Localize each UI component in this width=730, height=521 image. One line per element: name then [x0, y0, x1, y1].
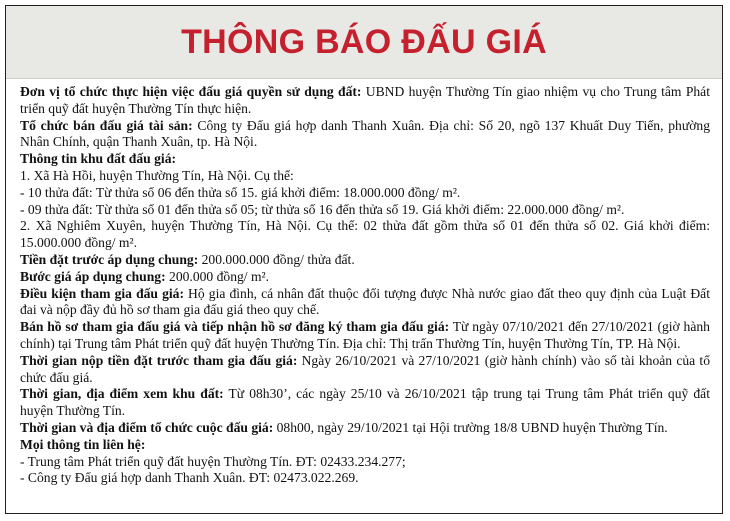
- section-text: 200.000 đồng/ m².: [165, 268, 270, 284]
- section-label: Thời gian, địa điểm xem khu đất:: [20, 386, 224, 402]
- land-item: [20, 168, 710, 185]
- section-contact: [20, 437, 710, 454]
- section-deposit: [20, 252, 710, 269]
- section-label: Thời gian và địa điểm tổ chức cuộc đấu giá:: [20, 419, 274, 435]
- section-text: Công ty Đấu giá hợp danh Thanh Xuân. Địa chỉ: Số 20, ngõ 137 Khuất Duy Tiến, phường Nhân Chính, quận Thanh Xuân, tp. Hà Nội.: [20, 117, 710, 150]
- section-label: Thời gian nộp tiền đặt trước tham gia đấu giá:: [20, 352, 298, 368]
- section-label: Tổ chức bán đấu giá tài sản:: [20, 117, 193, 133]
- section-text: - 09 thửa đất: Từ thửa số 01 đến thửa số 05; từ thửa số 16 đến thửa số 19. Giá khởi điểm: 22.000.000 đồng/ m².: [20, 201, 625, 217]
- section-text: Từ ngày 07/10/2021 đến 27/10/2021 (giờ hành chính) tại Trung tâm Phát triển quỹ đất huyện Thường Tín. Địa chỉ: Thị trấn Thường Tín, huyện Thường Tín, TP. Hà Nội.: [20, 319, 710, 351]
- section-label: Bán hồ sơ tham gia đấu giá và tiếp nhận hồ sơ đăng ký tham gia đấu giá:: [20, 319, 450, 335]
- section-text: Từ 08h30’, các ngày 25/10 và 26/10/2021 tập trung tại Trung tâm Phát triển quỹ đất huyện Thường Tín.: [20, 386, 710, 419]
- section-organizer: [20, 84, 710, 118]
- notice-body: [6, 79, 722, 487]
- section-label: Mọi thông tin liên hệ:: [20, 436, 146, 452]
- section-auction-time: [20, 420, 710, 437]
- land-item: [20, 185, 710, 202]
- section-text: - Trung tâm Phát triển quỹ đất huyện Thường Tín. ĐT: 02433.234.277;: [20, 453, 406, 469]
- contact-item: [20, 454, 710, 471]
- auction-notice: [5, 5, 723, 514]
- section-text: 08h00, ngày 29/10/2021 tại Hội trường 18/8 UBND huyện Thường Tín.: [273, 419, 668, 435]
- section-price-step: [20, 269, 710, 286]
- section-label: Thông tin khu đất đấu giá:: [20, 151, 177, 167]
- section-text: UBND huyện Thường Tín giao nhiệm vụ cho Trung tâm Phát triển quỹ đất huyện Thường Tín thực hiện.: [20, 84, 710, 116]
- notice-title: THÔNG BÁO ĐẤU GIÁ: [181, 22, 547, 61]
- section-text: Ngày 26/10/2021 và 27/10/2021 (giờ hành chính) vào số tài khoản của tổ chức đấu giá.: [20, 352, 710, 385]
- land-item: [20, 218, 710, 252]
- section-auctioneer: [20, 118, 710, 152]
- section-label: Đơn vị tổ chức thực hiện việc đấu giá quyền sử dụng đất:: [20, 84, 362, 99]
- section-conditions: [20, 286, 710, 320]
- section-label: Tiền đặt trước áp dụng chung:: [20, 251, 199, 267]
- section-deposit-time: [20, 353, 710, 387]
- section-text: - Công ty Đấu giá hợp danh Thanh Xuân. ĐT: 02473.022.269.: [20, 470, 359, 486]
- section-label: Bước giá áp dụng chung:: [20, 268, 166, 284]
- land-item: [20, 202, 710, 219]
- contact-item: [20, 470, 710, 487]
- section-text: 2. Xã Nghiêm Xuyên, huyện Thường Tín, Hà Nội. Cụ thể: 02 thửa đất gồm thửa số 01 đến thửa số 02. Giá khởi điểm: 15.000.000 đồng/ m².: [20, 218, 710, 251]
- section-site-visit: [20, 386, 710, 420]
- section-text: Hộ gia đình, cá nhân đất thuộc đối tượng được Nhà nước giao đất theo quy định của Luật Đất đai và nộp đầy đủ hồ sơ tham gia đấu giá theo quy chế.: [20, 285, 710, 318]
- section-dossier: [20, 319, 710, 353]
- section-land-info: [20, 151, 710, 168]
- section-text: 1. Xã Hà Hồi, huyện Thường Tín, Hà Nội. Cụ thể:: [20, 167, 294, 183]
- section-text: - 10 thửa đất: Từ thửa số 06 đến thửa số 15. giá khởi điểm: 18.000.000 đồng/ m².: [20, 184, 461, 200]
- section-label: Điều kiện tham gia đấu giá:: [20, 285, 184, 301]
- section-text: 200.000.000 đồng/ thửa đất.: [198, 251, 355, 267]
- notice-header: [6, 6, 722, 79]
